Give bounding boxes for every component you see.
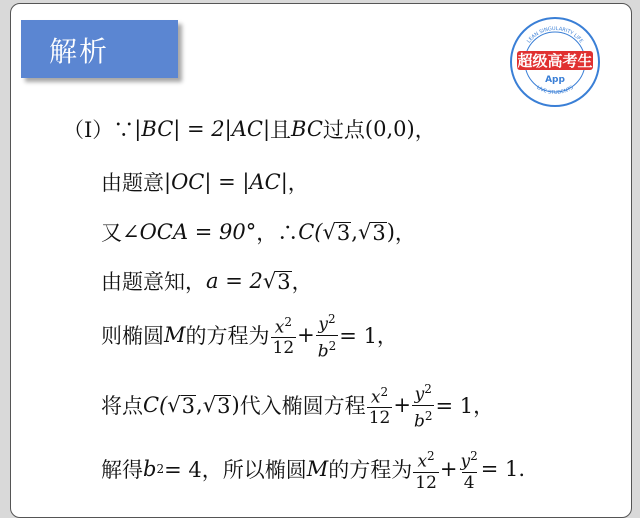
line-7-b: b bbox=[143, 457, 157, 482]
equals-one: = 1， bbox=[339, 324, 398, 349]
sqrt-icon: √ bbox=[357, 220, 372, 244]
header-title: 解析 bbox=[49, 35, 110, 68]
line-5 bbox=[101, 309, 398, 361]
header-tab bbox=[21, 20, 178, 78]
fraction-x: $\frac{x^2}{12}$ bbox=[415, 449, 437, 493]
logo-ring-top-text: LEAN SINGULARITY LIFE bbox=[526, 25, 584, 45]
fraction-y: $\frac{y^2}{b^2}$ bbox=[317, 312, 337, 362]
line-2-comma: ， bbox=[287, 171, 309, 195]
line-1-point: (0,0) bbox=[364, 117, 415, 141]
plus-sign: + bbox=[439, 457, 458, 482]
line-3-radicand-2: 3 bbox=[372, 220, 386, 245]
line-3-point-close: ) bbox=[386, 220, 395, 244]
line-1-text-2: 过点 bbox=[322, 118, 365, 142]
fraction-x: $\frac{x^2}{12}$ bbox=[368, 384, 391, 429]
equals-one: = 1. bbox=[480, 457, 526, 482]
sqrt-icon: √ bbox=[322, 220, 336, 244]
logo-ring-bottom-text: LIVE STUDENTS bbox=[535, 84, 575, 97]
line-1-prefix: （Ⅰ）∵ bbox=[63, 118, 135, 142]
logo-text: 超级高考生 bbox=[517, 52, 593, 70]
line-4-equation: a = 2 bbox=[206, 269, 263, 293]
line-7 bbox=[101, 446, 525, 493]
fraction-y: $\frac{y^2}{b^2}$ bbox=[413, 382, 433, 432]
fraction-y: $\frac{y^2}{4}$ bbox=[460, 449, 478, 493]
line-7-text: 解得 bbox=[101, 458, 143, 483]
equals-one: = 1， bbox=[435, 394, 495, 419]
line-5-ellipse-name: M bbox=[164, 323, 186, 348]
line-7-ellipse-name: M bbox=[306, 457, 329, 482]
line-1-text: 且 bbox=[270, 118, 292, 142]
line-1-equation: |BC| = 2|AC| bbox=[134, 117, 271, 141]
sqrt-icon: √ bbox=[202, 393, 217, 418]
line-6-radicand-1: 3 bbox=[181, 393, 196, 418]
line-7-b-exponent: 2 bbox=[156, 462, 165, 477]
line-4-text: 由题意知， bbox=[101, 270, 206, 294]
line-2 bbox=[101, 167, 309, 197]
line-2-text: 由题意 bbox=[101, 171, 164, 195]
line-6-point-close: ) bbox=[231, 393, 240, 418]
line-3-point-open: C( bbox=[298, 220, 323, 244]
sqrt-icon: √ bbox=[262, 269, 277, 293]
line-2-equation: |OC| = |AC| bbox=[164, 170, 288, 194]
line-1-comma: ， bbox=[414, 118, 436, 142]
line-1 bbox=[63, 114, 436, 144]
line-6 bbox=[101, 379, 494, 431]
line-7-text-2: = 4，所以椭圆 bbox=[164, 458, 307, 483]
logo bbox=[509, 16, 601, 108]
line-1-segment: BC bbox=[291, 117, 323, 141]
line-7-text-3: 的方程为 bbox=[328, 458, 413, 483]
line-6-radicand-2: 3 bbox=[217, 393, 231, 418]
line-6-text-2: 代入椭圆方程 bbox=[239, 394, 366, 419]
line-6-point-open: C( bbox=[143, 393, 168, 418]
sqrt-icon: √ bbox=[167, 393, 181, 418]
line-3-text: 又 bbox=[101, 221, 122, 245]
line-3-radicand-1: 3 bbox=[336, 220, 351, 245]
line-3 bbox=[101, 217, 416, 247]
line-3-comma: ， bbox=[394, 221, 416, 245]
plus-sign: + bbox=[393, 393, 411, 418]
line-4 bbox=[101, 266, 313, 296]
solution-card bbox=[10, 3, 632, 518]
line-4-comma: ， bbox=[291, 270, 313, 294]
line-4-radicand: 3 bbox=[277, 269, 291, 294]
line-5-text-2: 的方程为 bbox=[185, 324, 270, 349]
fraction-x: $\frac{x^2}{12}$ bbox=[272, 314, 295, 359]
line-6-sep: , bbox=[196, 393, 203, 418]
line-3-therefore: ，∴ bbox=[256, 221, 299, 245]
line-5-text: 则椭圆 bbox=[101, 324, 164, 349]
line-3-sep: , bbox=[351, 220, 358, 244]
plus-sign: + bbox=[297, 323, 315, 348]
logo-sub-text: App bbox=[545, 75, 565, 85]
line-3-angle: ∠OCA = 90° bbox=[122, 220, 257, 244]
line-6-text: 将点 bbox=[101, 394, 143, 419]
